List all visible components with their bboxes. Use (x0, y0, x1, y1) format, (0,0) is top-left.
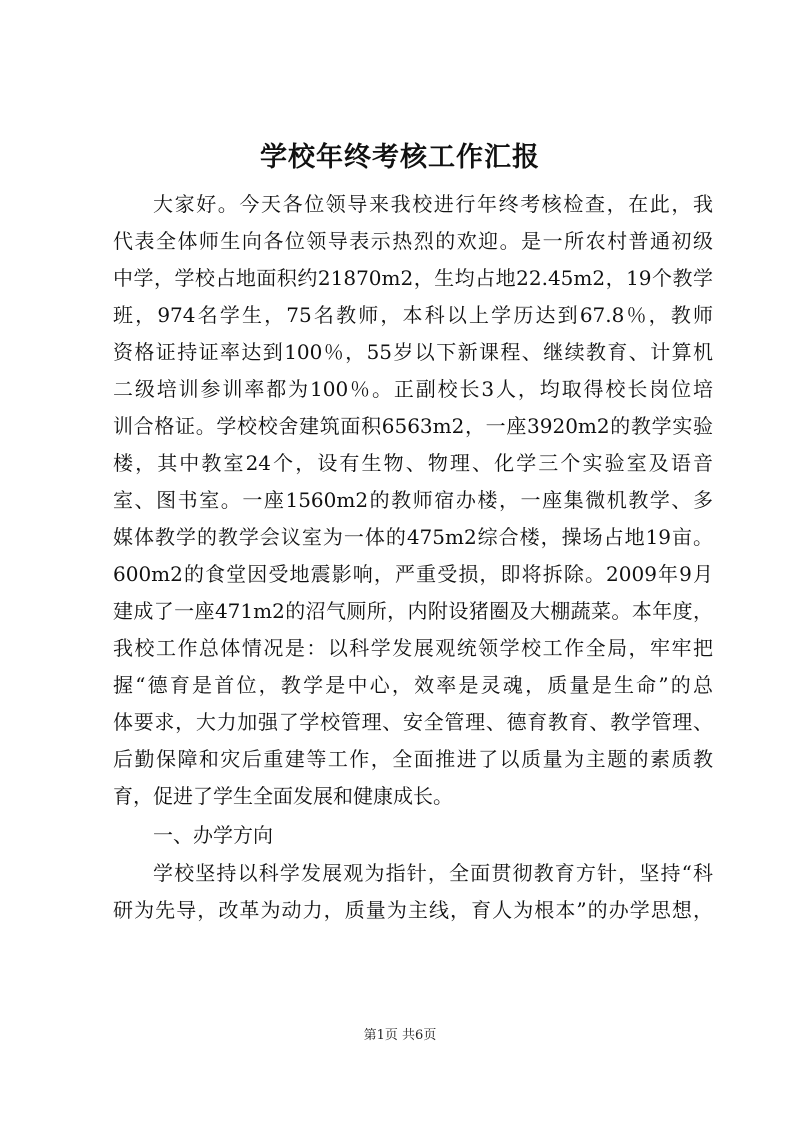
paragraph-line: 大家好。今天各位领导来我校进行年终考核检查，在此，我 (153, 192, 713, 216)
paragraph-line: 600m2的食堂因受地震影响，严重受损，即将拆除。2009年9月 (113, 562, 713, 586)
paragraph-line: 后勤保障和灾后重建等工作，全面推进了以质量为主题的素质教 (113, 747, 713, 771)
section-heading: 一、办学方向 (153, 823, 273, 847)
paragraph-line: 中学，学校占地面积约21870m2，生均占地22.45m2，19个教学 (113, 266, 713, 290)
paragraph-line: 研为先导，改革为动力，质量为主线，育人为根本”的办学思想， (113, 898, 713, 922)
paragraph-line: 代表全体师生向各位领导表示热烈的欢迎。是一所农村普通初级 (113, 229, 713, 253)
paragraph-line: 训合格证。学校校舍建筑面积6563m2，一座3920m2的教学实验 (113, 414, 713, 438)
paragraph-line: 二级培训参训率都为100％。正副校长3人，均取得校长岗位培 (113, 377, 713, 401)
document-title: 学校年终考核工作汇报 (260, 142, 540, 173)
document-body (113, 186, 713, 929)
paragraph-line: 学校坚持以科学发展观为指针，全面贯彻教育方针，坚持“科 (153, 861, 713, 885)
paragraph-line: 室、图书室。一座1560m2的教师宿办楼，一座集微机教学、多 (113, 488, 713, 512)
paragraph-line: 资格证持证率达到100％，55岁以下新课程、继续教育、计算机 (113, 340, 713, 364)
paragraph-line: 建成了一座471m2的沼气厕所，内附设猪圈及大棚蔬菜。本年度， (113, 599, 713, 623)
paragraph-line: 我校工作总体情况是：以科学发展观统领学校工作全局，牢牢把 (113, 636, 713, 660)
paragraph-line: 班，974名学生，75名教师，本科以上学历达到67.8％，教师 (113, 303, 713, 327)
page-number: 第1页 共6页 (363, 1028, 437, 1043)
paragraph-line: 握“德育是首位，教学是中心，效率是灵魂，质量是生命”的总 (113, 673, 713, 697)
paragraph-line: 楼，其中教室24个，设有生物、物理、化学三个实验室及语音 (113, 451, 713, 475)
paragraph-line: 媒体教学的教学会议室为一体的475m2综合楼，操场占地19亩。 (113, 525, 713, 549)
paragraph-line: 体要求，大力加强了学校管理、安全管理、德育教育、教学管理、 (113, 710, 713, 734)
paragraph-line: 育，促进了学生全面发展和健康成长。 (113, 784, 453, 808)
